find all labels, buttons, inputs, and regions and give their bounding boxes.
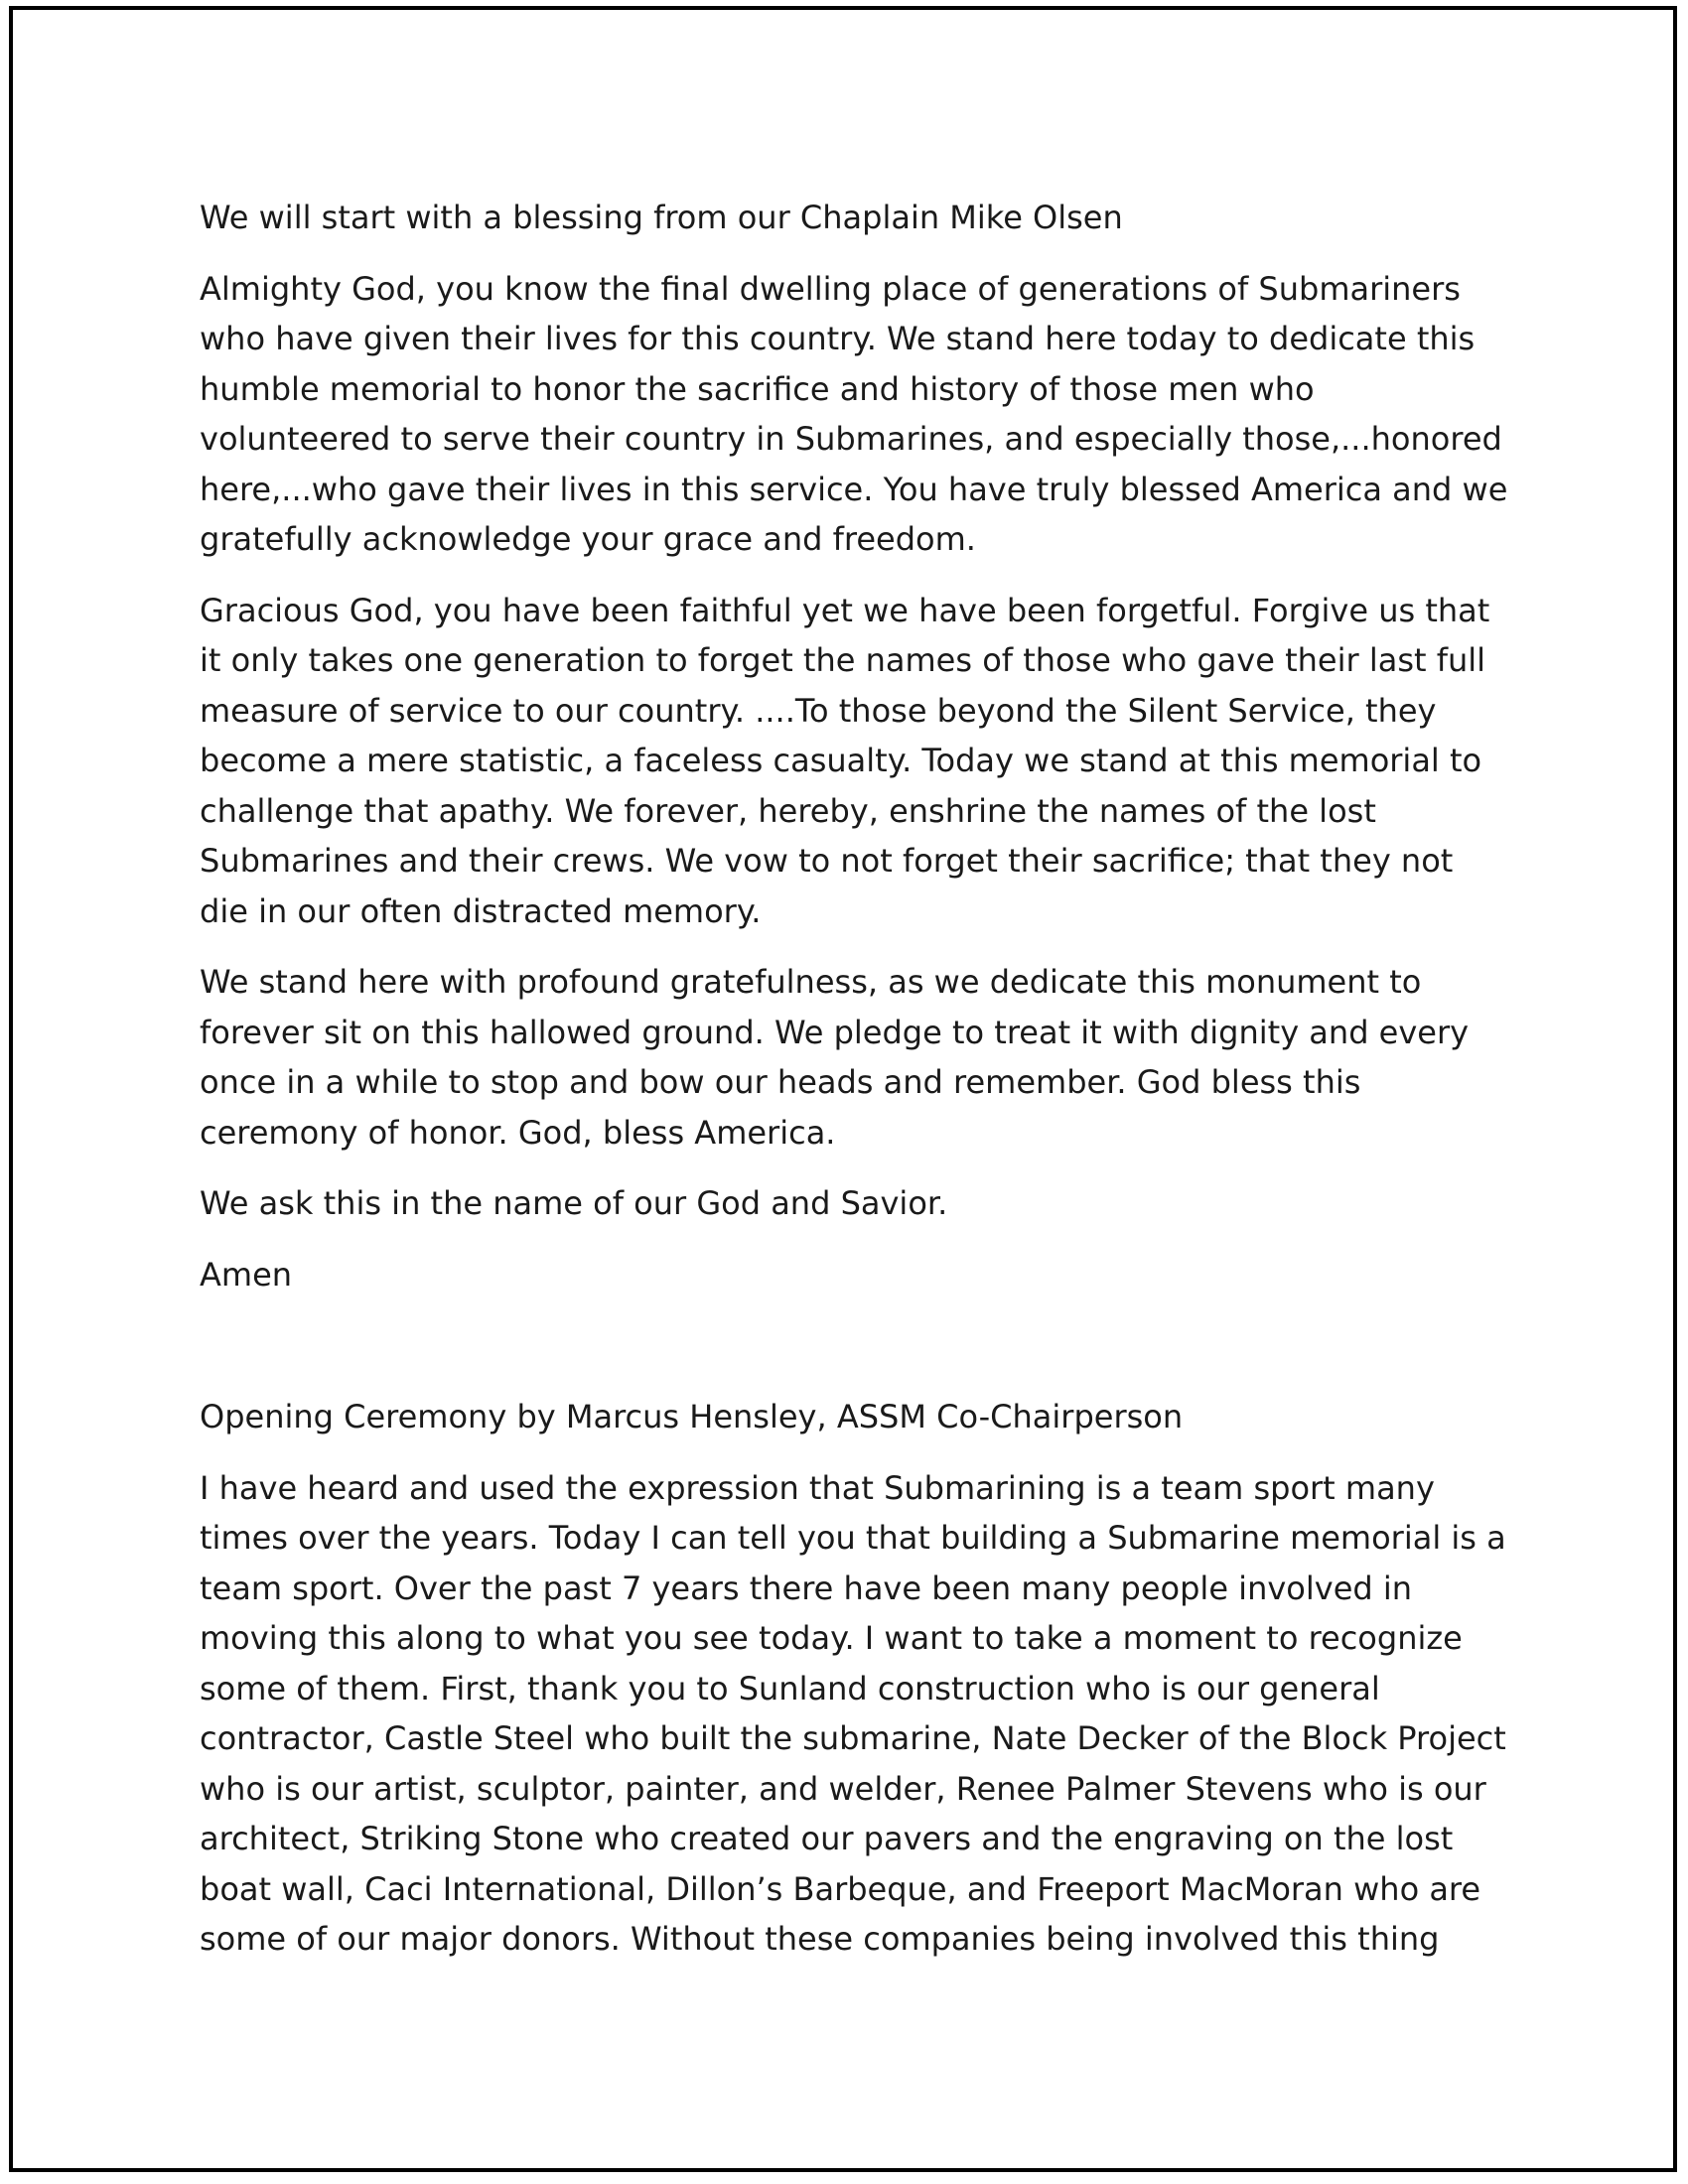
blessing-closing: We ask this in the name of our God and Savior. [200,1184,948,1222]
document-body [200,193,1530,1985]
amen-line: Amen [200,1255,293,1294]
opening-ceremony-paragraph: I have heard and used the expression that Submarining is a team sport many times over the years. Today I can tell you that building a Submarine memorial is a team sport. Over the past 7 years there have been many people involved in moving this along to what you see today. I want to take a moment to recognize some of them. First, thank you to Sunland construction who is our general contractor, Castle Steel who built the submarine, Nate Decker of the Block Project who is our artist, sculptor, painter, and welder, Renee Palmer Stevens who is our architect, Striking Stone who created our pavers and the engraving on the lost boat wall, Caci International, Dillon’s Barbeque, and Freeport MacMoran who are some of our major donors. Without these companies being involved this thing [200,1468,1506,1958]
opening-ceremony-heading: Opening Ceremony by Marcus Hensley, ASSM Co-Chairperson [200,1398,1184,1435]
blessing-paragraph-2: Gracious God, you have been faithful yet we have been forgetful. Forgive us that it only takes one generation to forget the names of those who gave their last full measure of service to our country. ....To those beyond the Silent Service, they become a mere statistic, a faceless casualty. Today we stand at this memorial to challenge that apathy. We forever, hereby, enshrine the names of the lost Submarines and their crews. We vow to not forget their sacrifice; that they not die in our often distracted memory. [200,591,1490,930]
blessing-paragraph-1: Almighty God, you know the final dwelling place of generations of Submariners who have given their lives for this country. We stand here today to dedicate this humble memorial to honor the sacrifice and history of those men who volunteered to serve their country in Submarines, and especially those,...honored here,...who gave their lives in this service. You have truly blessed America and we gratefully acknowledge your grace and freedom. [200,269,1508,558]
blessing-paragraph-3: We stand here with profound gratefulness, as we dedicate this monument to forever sit on this hallowed ground. We pledge to treat it with dignity and every once in a while to stop and bow our heads and remember. God bless this ceremony of honor. God, bless America. [200,963,1470,1152]
blessing-intro: We will start with a blessing from our Chaplain Mike Olsen [200,199,1123,236]
